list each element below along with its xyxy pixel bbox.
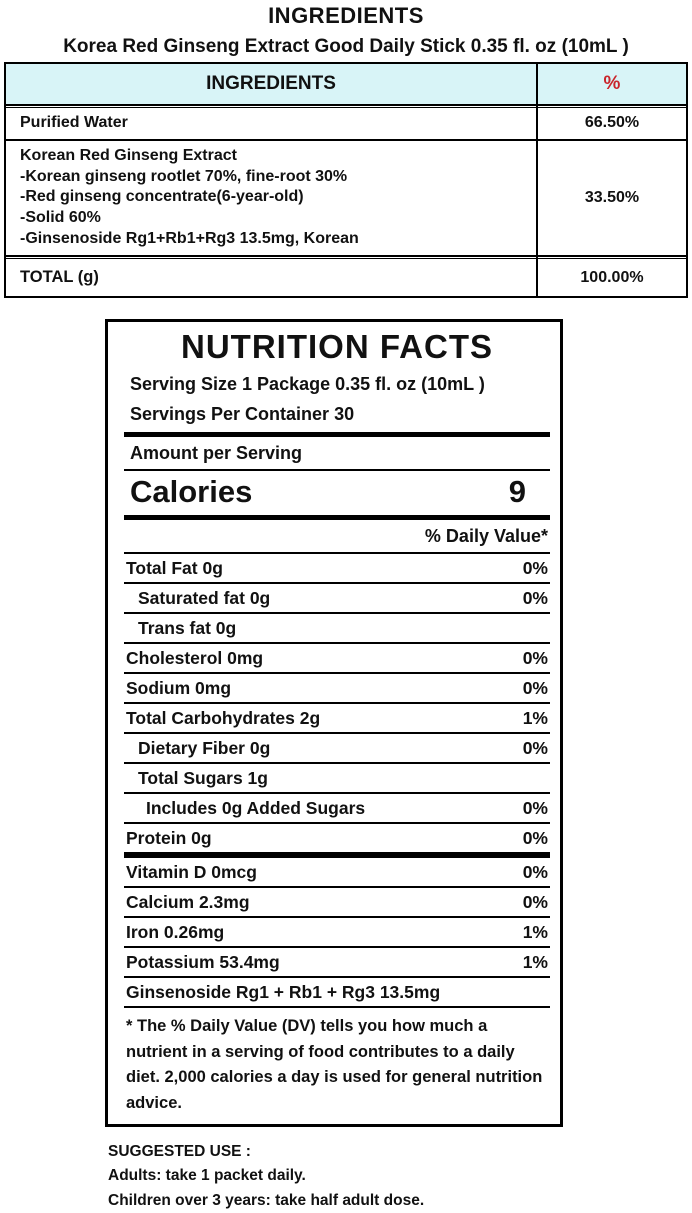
nutrient-row-total-fat: Total Fat 0g 0% — [124, 554, 550, 584]
calories-label: Calories — [130, 474, 253, 510]
nutrient-row-saturated-fat: Saturated fat 0g 0% — [124, 584, 550, 614]
ingredient-name-line: -Ginsenoside Rg1+Rb1+Rg3 13.5mg, Korean — [20, 229, 359, 247]
nutrient-row-total-carbohydrates: Total Carbohydrates 2g 1% — [124, 704, 550, 734]
nutrition-facts-title: NUTRITION FACTS — [181, 328, 493, 366]
ingredient-percent: 33.50% — [536, 141, 686, 255]
nutrient-row-iron: Iron 0.26mg 1% — [124, 918, 550, 948]
suggested-use-block — [108, 1140, 692, 1212]
ingredient-name: Purified Water — [20, 114, 128, 131]
total-percent: 100.00% — [536, 259, 686, 296]
calories-row — [124, 471, 550, 515]
nutrient-row-vitamin-d: Vitamin D 0mcg 0% — [124, 858, 550, 888]
suggested-use-line: Adults: take 1 packet daily. — [108, 1167, 306, 1185]
calories-value: 9 — [508, 474, 526, 510]
ingredient-name-line: -Red ginseng concentrate(6-year-old) — [20, 188, 304, 206]
header-ingredients-label: INGREDIENTS — [206, 73, 336, 94]
nutrient-row-sodium: Sodium 0mg 0% — [124, 674, 550, 704]
table-row-purified-water — [6, 108, 686, 141]
nutrition-facts-panel — [105, 319, 563, 1127]
ingredient-name-line: -Solid 60% — [20, 209, 101, 227]
nutrient-row-cholesterol: Cholesterol 0mg 0% — [124, 644, 550, 674]
page-title: INGREDIENTS — [268, 3, 424, 28]
header-percent-label: % — [536, 64, 686, 104]
ingredients-table-header — [6, 64, 686, 104]
nutrient-row-protein: Protein 0g 0% — [124, 824, 550, 858]
ingredients-table — [4, 62, 688, 298]
table-row-total — [6, 259, 686, 296]
ingredient-percent: 66.50% — [536, 108, 686, 139]
daily-value-header: % Daily Value* — [124, 520, 550, 554]
serving-size: Serving Size 1 Package 0.35 fl. oz (10mL ) — [130, 374, 485, 395]
nutrient-row-trans-fat: Trans fat 0g — [124, 614, 550, 644]
nutrient-row-dietary-fiber: Dietary Fiber 0g 0% — [124, 734, 550, 764]
nutrient-row-ginsenoside: Ginsenoside Rg1 + Rb1 + Rg3 13.5mg — [124, 978, 550, 1008]
nutrient-row-added-sugars: Includes 0g Added Sugars 0% — [124, 794, 550, 824]
product-subtitle: Korea Red Ginseng Extract Good Daily Stick 0.35 fl. oz (10mL ) — [63, 36, 629, 57]
daily-value-footnote: * The % Daily Value (DV) tells you how much a nutrient in a serving of food contributes to a daily diet. 2,000 calories a day is used for general nutrition advice. — [126, 1017, 543, 1112]
total-label: TOTAL (g) — [20, 267, 99, 286]
nutrient-row-total-sugars: Total Sugars 1g — [124, 764, 550, 794]
suggested-use-line: Children over 3 years: take half adult dose. — [108, 1191, 425, 1209]
suggested-use-heading: SUGGESTED USE : — [108, 1143, 251, 1161]
servings-per-container: Servings Per Container 30 — [130, 404, 355, 425]
nutrient-row-potassium: Potassium 53.4mg 1% — [124, 948, 550, 978]
ingredient-name-line: -Korean ginseng rootlet 70%, fine-root 30% — [20, 167, 348, 185]
amount-per-serving: Amount per Serving — [124, 437, 550, 471]
table-row-ginseng-extract — [6, 141, 686, 255]
nutrient-row-calcium: Calcium 2.3mg 0% — [124, 888, 550, 918]
ingredient-name-line: Korean Red Ginseng Extract — [20, 146, 237, 164]
